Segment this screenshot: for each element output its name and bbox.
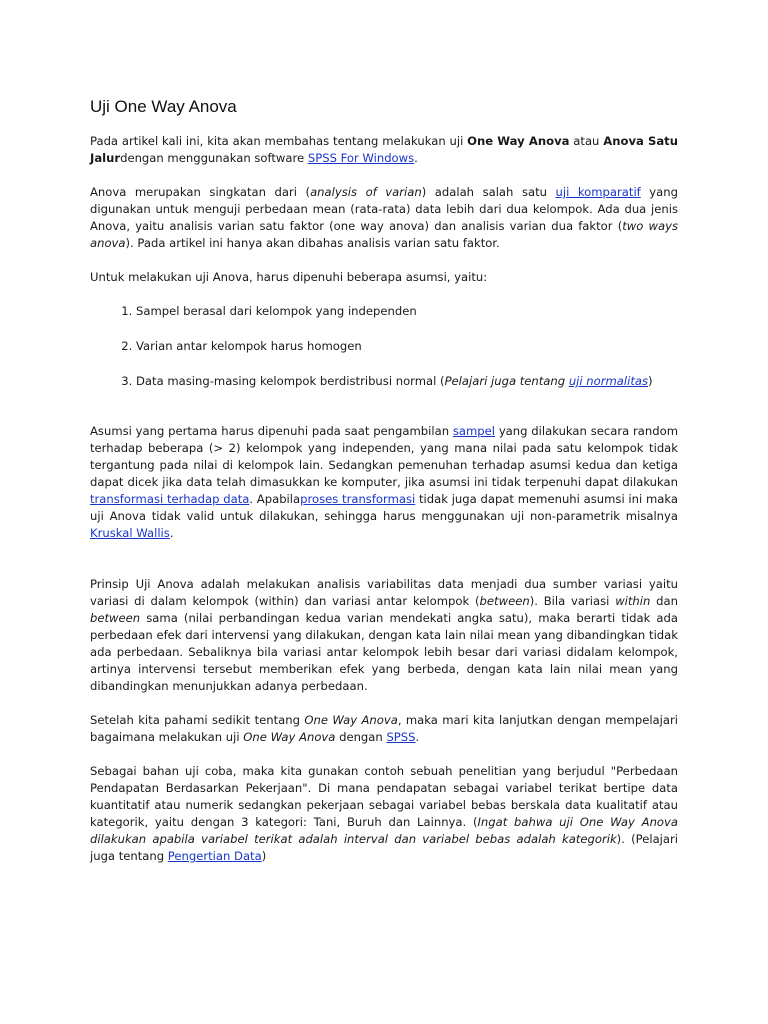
link-kruskal-wallis[interactable]: Kruskal Wallis xyxy=(90,526,170,540)
asumsi-detail-paragraph: Asumsi yang pertama harus dipenuhi pada saat pengambilan sampel yang dilakukan secara random terhadap beberapa (> 2) kelompok yang independen, yang mana nilai pada satu kelompok tidak tergantung pada nilai di kelompok lain. Sedangkan pemenuhan terhadap asumsi kedua dan ketiga dapat dicek jika data telah dimasukkan ke komputer, jika asumsi ini tidak terpenuhi dapat dilakukan transformasi terhadap data. Apabilaproses transformasi tidak juga dapat memenuhi asumsi ini maka uji Anova tidak valid untuk dilakukan, sehingga harus menggunakan uji non-parametrik misalnya Kruskal Wallis. xyxy=(90,424,678,540)
link-spss[interactable]: SPSS xyxy=(386,730,416,744)
link-sampel[interactable]: sampel xyxy=(452,424,496,438)
list-item: 1. Sampel berasal dari kelompok yang independen xyxy=(136,303,678,320)
link-proses-transformasi[interactable]: proses transformasi xyxy=(300,492,416,506)
term-anova-satu-jalur: Anova Satu Jalur xyxy=(90,134,678,165)
contoh-paragraph: Sebagai bahan uji coba, maka kita gunakan contoh sebuah penelitian yang berjudul "Perbedaan Pendapatan Berdasarkan Pekerjaan". Di mana pendapatan sebagai variabel terikat bertipe data kuantitatif atau numerik sedangkan pekerjaan sebagai variabel bebas berskala data kualitatif atau kategorik, yaitu dengan 3 kategori: Tani, Buruh dan Lainnya. (Ingat bahwa uji One Way Anova dilakukan apabila variabel terikat adalah interval dan variabel bebas adalah kategorik). (Pelajari juga tentang Pengertian Data) xyxy=(90,764,678,863)
asumsi-list xyxy=(90,303,678,390)
intro-paragraph: Pada artikel kali ini, kita akan membahas tentang melakukan uji One Way Anova atau Anova Satu Jalurdengan menggunakan software SPSS For Windows. xyxy=(90,134,678,165)
page-title: Uji One Way Anova xyxy=(90,97,237,116)
link-spss-for-windows[interactable]: SPSS For Windows xyxy=(307,151,415,165)
prinsip-paragraph: Prinsip Uji Anova adalah melakukan analisis variabilitas data menjadi dua sumber variasi yaitu variasi di dalam kelompok (within) dan variasi antar kelompok (between). Bila variasi within dan between sama (nilai perbandingan kedua varian mendekati angka satu), maka berarti tidak ada perbedaan efek dari intervensi yang dilakukan, dengan kata lain nilai mean yang dibandingkan tidak ada perbedaan. Sebaliknya bila variasi antar kelompok lebih besar dari variasi didalam kelompok, artinya intervensi tersebut memberikan efek yang berbeda, dengan kata lain nilai mean yang dibandingkan menunjukkan adanya perbedaan. xyxy=(90,577,678,693)
link-uji-normalitas[interactable]: uji normalitas xyxy=(568,374,649,388)
anova-definition-paragraph: Anova merupakan singkatan dari (analysis of varian) adalah salah satu uji komparatif yang digunakan untuk menguji perbedaan mean (rata-rata) data lebih dari dua kelompok. Ada dua jenis Anova, yaitu analisis varian satu faktor (one way anova) dan analisis varian dua faktor (two ways anova). Pada artikel ini hanya akan dibahas analisis varian satu faktor. xyxy=(90,185,678,250)
term-one-way-anova: One Way Anova xyxy=(467,134,570,148)
link-uji-komparatif[interactable]: uji komparatif xyxy=(555,185,641,199)
list-item: 2. Varian antar kelompok harus homogen xyxy=(136,338,678,355)
article xyxy=(90,96,678,882)
list-item: 3. Data masing-masing kelompok berdistribusi normal (Pelajari juga tentang uji normalitas) xyxy=(136,373,678,390)
link-pengertian-data[interactable]: Pengertian Data xyxy=(167,849,262,863)
asumsi-intro-paragraph: Untuk melakukan uji Anova, harus dipenuhi beberapa asumsi, yaitu: xyxy=(90,270,488,284)
setelah-paragraph: Setelah kita pahami sedikit tentang One Way Anova, maka mari kita lanjutkan dengan mempelajari bagaimana melakukan uji One Way Anova dengan SPSS. xyxy=(90,713,678,744)
link-transformasi-terhadap-data[interactable]: transformasi terhadap data xyxy=(90,492,250,506)
